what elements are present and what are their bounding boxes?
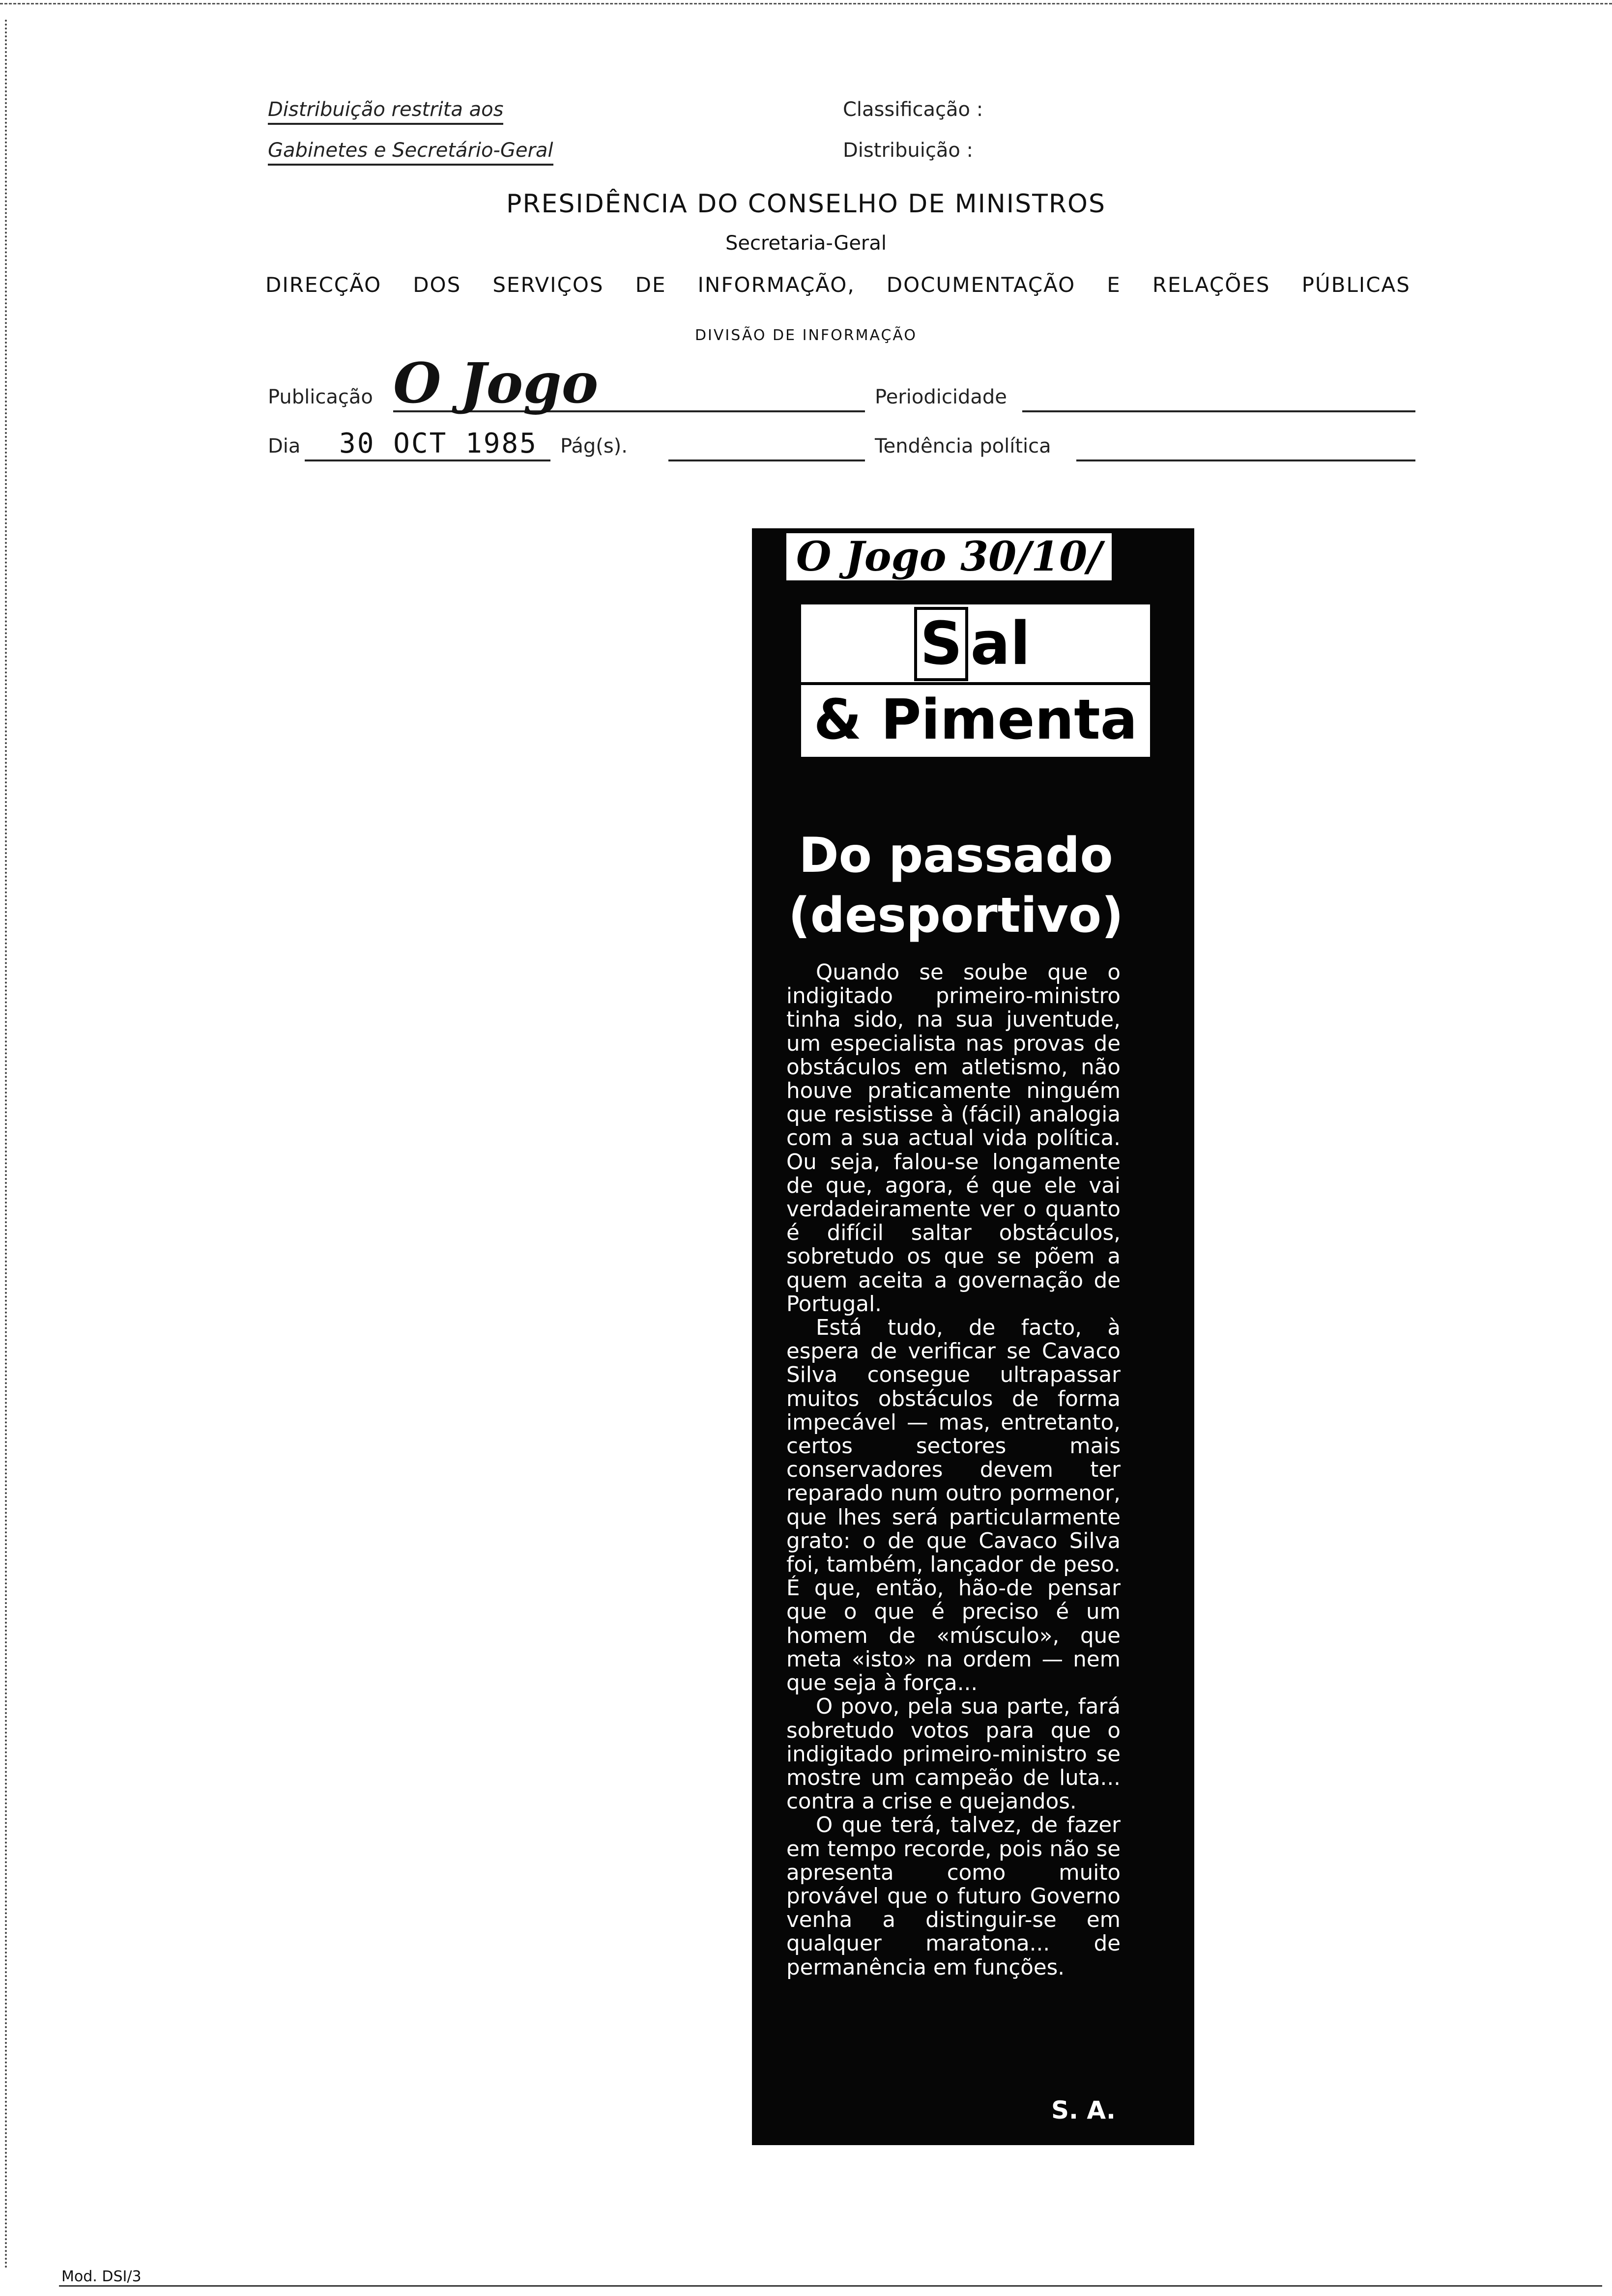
tendencia-label: Tendência política <box>875 435 1051 458</box>
dia-value: 30 OCT 1985 <box>339 428 538 459</box>
direccao-word: PÚBLICAS <box>1301 273 1410 297</box>
headline-line2: (desportivo) <box>788 888 1123 944</box>
column-logo-s: S <box>914 607 968 681</box>
article-headline <box>767 826 1145 946</box>
publicacao-value: O Jogo <box>393 351 599 416</box>
page-title: PRESIDÊNCIA DO CONSELHO DE MINISTROS <box>506 189 1106 219</box>
periodicidade-line <box>1022 410 1415 412</box>
dia-label: Dia <box>268 435 301 458</box>
form-model-code: Mod. DSI/3 <box>61 2268 142 2285</box>
column-logo-rule <box>801 682 1150 685</box>
direccao-word: E <box>1107 273 1121 297</box>
direccao-word: SERVIÇOS <box>492 273 604 297</box>
dia-line <box>305 459 550 461</box>
direccao-word: DIRECÇÃO <box>265 273 382 297</box>
direccao-line <box>265 273 1410 297</box>
article-paragraph: Está tudo, de facto, à espera de verificar se Cavaco Silva consegue ultrapassar muitos obstáculos de forma impecável — mas, entretanto, certos sectores mais conservadores devem ter reparado num outro pormenor, que lhes será particularmente grato: o de que Cavaco Silva foi, também, lançador de peso. É que, então, hão-de pensar que o que é preciso é um homem de «músculo», que meta «isto» na ordem — nem que seja à força... <box>786 1316 1121 1696</box>
article-signature: S. A. <box>1051 2096 1116 2124</box>
column-logo-sal <box>914 607 1031 681</box>
article-paragraph: Quando se soube que o indigitado primeiro-ministro tinha sido, na sua juventude, um especialista nas provas de obstáculos em atletismo, não houve praticamente ninguém que resistisse à (fácil) analogia com a sua actual vida política. Ou seja, falou-se longamente de que, agora, é que ele vai verdadeiramente ver o quanto é difícil saltar obstáculos, sobretudo os que se põem a quem aceita a governação de Portugal. <box>786 960 1121 1317</box>
direccao-word: DE <box>635 273 666 297</box>
divisao-label: DIVISÃO DE INFORMAÇÃO <box>694 327 918 344</box>
article-body <box>786 961 1121 1980</box>
bottom-edge-line <box>59 2285 1602 2287</box>
direccao-word: RELAÇÕES <box>1152 273 1270 297</box>
column-logo-pimenta: & Pimenta <box>813 688 1138 752</box>
clipping-handwritten-note: O Jogo 30/10/ <box>786 533 1112 580</box>
top-edge-line <box>0 3 1612 4</box>
periodicidade-label: Periodicidade <box>875 386 1007 408</box>
classificacao-label: Classificação : <box>843 98 983 121</box>
direccao-word: INFORMAÇÃO, <box>697 273 855 297</box>
publicacao-label: Publicação <box>268 386 373 408</box>
pags-label: Pág(s). <box>560 435 628 458</box>
restricted-distribution-line2: Gabinetes e Secretário-Geral <box>268 139 553 166</box>
article-paragraph: O povo, pela sua parte, fará sobretudo votos para que o indigitado primeiro-ministro se mostre um campeão de luta... contra a crise e quejandos. <box>786 1694 1121 1814</box>
direccao-word: DOCUMENTAÇÃO <box>886 273 1076 297</box>
direccao-word: DOS <box>413 273 461 297</box>
page-subtitle: Secretaria-Geral <box>725 232 887 255</box>
tendencia-line <box>1076 459 1415 461</box>
column-logo-al: al <box>970 610 1031 678</box>
pags-line <box>668 459 865 461</box>
left-edge-line <box>5 20 7 2270</box>
restricted-distribution-line1: Distribuição restrita aos <box>268 98 503 125</box>
distribuicao-label: Distribuição : <box>843 139 974 162</box>
article-paragraph: O que terá, talvez, de fazer em tempo recorde, pois não se apresenta como muito provável que o futuro Governo venha a distinguir-se em qualquer maratona... de permanência em funções. <box>786 1813 1121 1980</box>
headline-line1: Do passado <box>799 828 1113 884</box>
